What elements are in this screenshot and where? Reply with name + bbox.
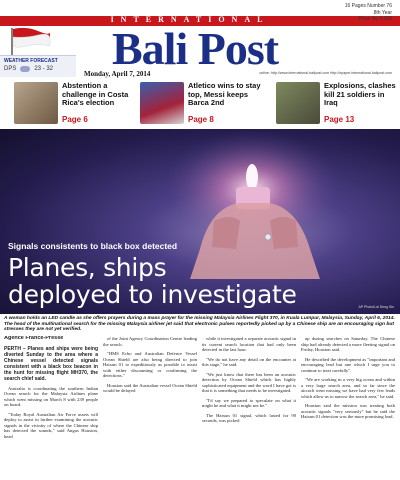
weather-temp: 23 - 32 — [34, 66, 54, 72]
article-paragraph: "I'd say we prepared to speculate on what it might be and what it might not be." — [202, 397, 296, 408]
article-agency: Agence France-Presse — [4, 336, 64, 341]
photo-credit: AP Photo/Lai Seng Sin — [358, 305, 394, 309]
article-paragraph: "Today Royal Australian Air Force assets will deploy to assist in further examining the acoustic signals in the vicinity of where the Chinese ship has detected the sounds," said Angus Houston, head — [4, 411, 98, 439]
lead-headline — [8, 254, 297, 308]
article-paragraph: "We just know that there has been an acoustic detection by Ocean Shield which has highly sophisticated equipment and the word I have got is that it is something that needs to be investigated. — [202, 371, 296, 393]
lead-headline-line2: deployed to investigate — [8, 280, 297, 309]
article-paragraph: while it investigated a separate acoustic signal in its current search location that had only been detected in the last hour. — [202, 336, 296, 352]
teaser-thumbnail — [14, 82, 58, 124]
article-paragraph: Australia is coordinating the southern Indian Ocean search for the Malaysia Airlines plane which went missing on March 8 with 239 people on board. — [4, 385, 98, 407]
article-paragraph: "HMS Echo and Australian Defence Vessel Ocean Shield are also being directed to join Haixun 01 to expeditiously as possible to assist with either discounting or confirming the detections." — [103, 351, 197, 378]
article-paragraph: Houston said the mission was treating both acoustic signals "very seriously" but he said the Haixun 01 detection was the more promising lead. — [301, 403, 395, 419]
teaser-atletico[interactable] — [140, 80, 268, 126]
teaser-iraq[interactable] — [276, 80, 398, 126]
teaser-thumbnail — [276, 82, 320, 124]
teaser-headline: Atletico wins to stay top, Messi keeps Barca 2nd — [188, 81, 261, 107]
issue-pages: 16 Pages Number 76 — [344, 3, 392, 9]
weather-box — [0, 55, 76, 77]
teaser-page: Page 6 — [62, 115, 88, 124]
weather-label: WEATHER FORECAST — [4, 58, 58, 64]
lead-headline-line1: Planes, ships — [8, 253, 167, 282]
article-paragraph: up during searches on Saturday. The Chinese ship had already detected a more fleeting signal on Friday, Houston said. — [301, 336, 395, 352]
teaser-headline: Abstention a challenge in Costa Rica's election — [62, 81, 129, 107]
issue-date: Monday, April 7, 2014 — [84, 70, 151, 78]
article-paragraph: "We are working in a very big ocean and within a very large search area, and so far since the aircraft went missing we have had very few leads which allow us to narrow the search area," he said. — [301, 377, 395, 399]
teaser-costa-rica[interactable] — [14, 80, 134, 126]
newspaper-title: Bali Post — [112, 23, 279, 74]
issue-price: Price Rp 3,000 — [358, 16, 392, 22]
article-paragraph: He described the development as "important and encouraging lead but one which I urge you to continue to treat carefully". — [301, 356, 395, 373]
article-column-1 — [4, 336, 98, 443]
teaser-headline: Explosions, clashes kill 21 soldiers in Iraq — [324, 81, 396, 107]
flag-logo-icon — [8, 26, 52, 56]
article-paragraph: Houston said the Australian vessel Ocean Shield would be delayed — [103, 382, 197, 393]
teaser-page: Page 13 — [324, 115, 355, 124]
article-column-3 — [202, 336, 296, 428]
article-column-2 — [103, 336, 197, 398]
article-column-4 — [301, 336, 395, 424]
lead-kicker: Signals consistents to black box detected — [8, 241, 178, 251]
photo-caption: A woman holds an LED candle as she offers prayers during a mass prayer for the missing Malaysia Airlines Flight 370, in Kuala Lumpur, Malaysia, Sunday, April 6, 2014. The head of the multinational search for the missing Malaysia airliner jet said that electronic pulses reportedly picked up by a Chinese ship are an encouraging sign but stresses they are not yet verified. — [4, 316, 395, 333]
banner-word: INTERNATIONAL — [110, 15, 270, 24]
article-paragraph: "We do not have any detail on the encounter at this stage," he said. — [202, 356, 296, 367]
issue-year: 8th Year — [373, 9, 392, 16]
web-address: online: http://www.international.balipost.com http://epaper.international.balipost.com — [259, 71, 392, 75]
teaser-page: Page 8 — [188, 115, 214, 124]
masthead — [0, 0, 400, 78]
lead-article — [4, 336, 396, 478]
article-paragraph: of the Joint Agency Coordination Centre leading the search. — [103, 336, 197, 347]
article-lede: PERTH – Planes and ships were being diverted Sunday to the area where a Chinese vessel detected signals consistent with a black box beacon in the hunt for missing flight MH370, the search chief said. — [4, 345, 98, 382]
lead-photo — [0, 129, 400, 314]
weather-day: DPS — [4, 66, 17, 72]
cloud-icon — [20, 66, 30, 72]
teaser-strip — [0, 80, 400, 128]
article-paragraph: The Haixun 01 signal, which lasted for 90 seconds, was picked — [202, 412, 296, 423]
weather-values — [4, 66, 53, 72]
issue-info — [345, 3, 392, 23]
teaser-thumbnail — [140, 82, 184, 124]
